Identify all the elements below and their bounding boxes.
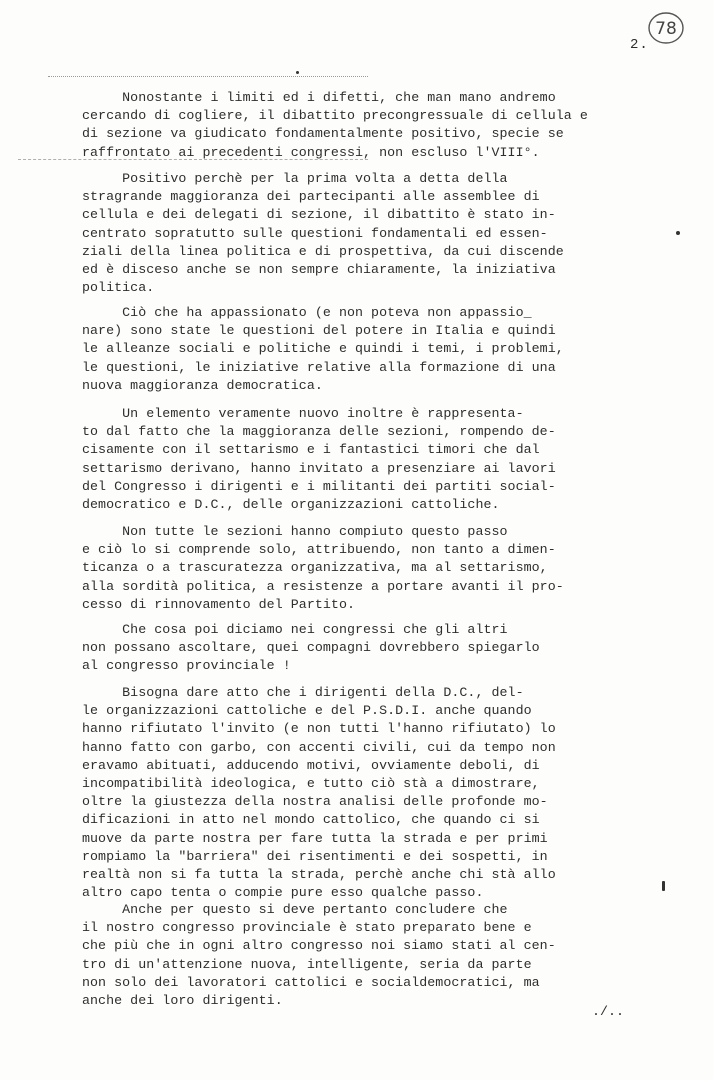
- paragraph-1: Nonostante i limiti ed i difetti, che man mano andremo cercando di cogliere, il dibattito precongressuale di cellula e di sezione va giudicato fondamentalmente positivo, specie se raffrontato ai precedenti congressi, non escluso l'VIII°.: [82, 90, 588, 160]
- section-divider: [18, 159, 368, 160]
- archive-number-stamp: [646, 10, 686, 46]
- margin-mark: [662, 881, 665, 891]
- paragraph-2: Positivo perchè per la prima volta a detta della stragrande maggioranza dei partecipanti alle assemblee di cellula e dei delegati di sezione, il dibattito è stato in- centrato sopratutto sulle questioni fondamentali ed essen- ziali della linea politica e di prospettiva, da cui discende ed è disceso anche se non sempre chiaramente, la iniziativa politica.: [82, 171, 564, 296]
- continuation-mark: ./..: [592, 1004, 624, 1019]
- paragraph-4: Un elemento veramente nuovo inoltre è rappresenta- to dal fatto che la maggioranza delle sezioni, rompendo de- cisamente con il settarismo e i fantastici timori che dal settarismo derivano, hanno invitato a presenziare ai lavori del Congresso i dirigenti e i militanti dei partiti social- democratico e D.C., delle organizzazioni cattoliche.: [82, 406, 556, 513]
- paragraph-6: Che cosa poi diciamo nei congressi che gli altri non possano ascoltare, quei compagni dovrebbero spiegarlo al congresso provinciale !: [82, 622, 540, 674]
- paragraph-8: Anche per questo si deve pertanto concludere che il nostro congresso provinciale è stato preparato bene e che più che in ogni altro congresso noi siamo stati al cen- tro di un'attenzione nuova, intelligente, seria da parte non solo dei lavoratori cattolici e socialdemocratici, ma anche dei loro dirigenti.: [82, 902, 556, 1009]
- margin-mark: [296, 71, 299, 74]
- paragraph-3: Ciò che ha appassionato (e non poteva non appassio_ nare) sono state le questioni del potere in Italia e quindi le alleanze sociali e politiche e quindi i temi, i problemi, le questioni, le iniziative relative alla formazione di una nuova maggioranza democratica.: [82, 305, 564, 393]
- paragraph-7: Bisogna dare atto che i dirigenti della D.C., del- le organizzazioni cattoliche e del P.S.D.I. anche quando hanno rifiutato l'invito (e non tutti l'hanno rifiutato) lo hanno fatto con garbo, con accenti civili, cui da tempo non eravamo abituati, adducendo motivi, ovviamente deboli, di incompatibilità ideologica, e tutto ciò stà a dimostrare, oltre la giustezza della nostra analisi delle profonde mo- dificazioni in atto nel mondo cattolico, che quando ci si muove da parte nostra per fare tutta la strada e per primi rompiamo la "barriera" dei risentimenti e dei sospetti, in realtà non si fa tutta la strada, perchè anche chi stà allo altro capo tenta o compie pure esso qualche passo.: [82, 685, 556, 901]
- paragraph-5: Non tutte le sezioni hanno compiuto questo passo e ciò lo si comprende solo, attribuendo, non tanto a dimen- ticanza o a trascuratezza organizzativa, ma al settarismo, alla sordità politica, a resistenze a portare avanti il pro- cesso di rinnovamento del Partito.: [82, 524, 564, 612]
- margin-mark: [676, 231, 680, 235]
- archive-stamp-number: 78: [655, 19, 677, 39]
- top-divider: [48, 76, 368, 77]
- page-number: 2.: [630, 37, 649, 53]
